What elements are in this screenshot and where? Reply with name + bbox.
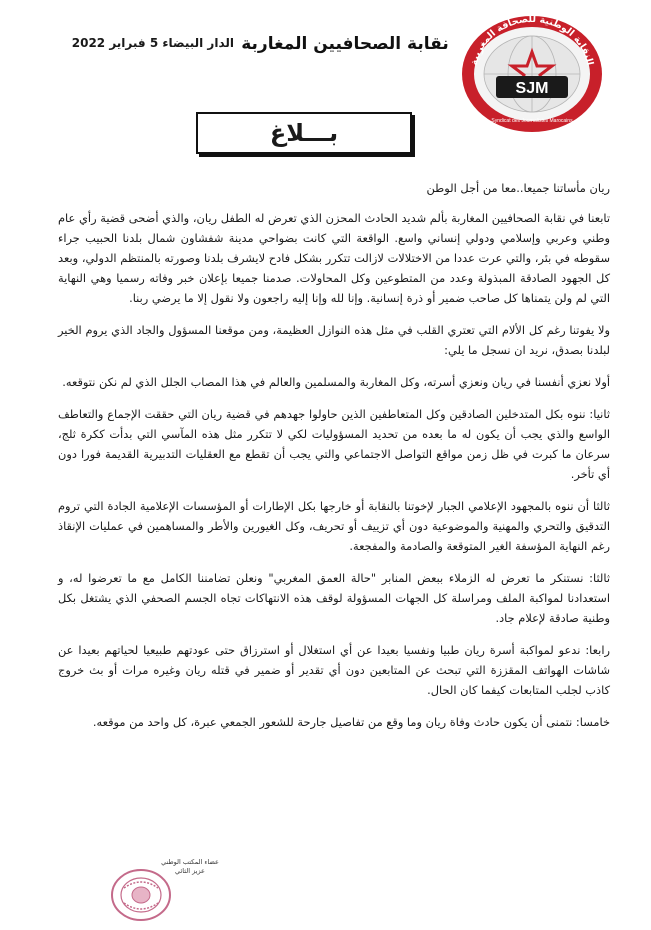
paragraph-fourth: رابعا: ندعو لمواكبة أسرة ريان طبيا ونفسيا بعيدا عن أي استغلال أو استرزاق حتى عودتهم طبيعيا لحياتهم بعيدا عن شاشات الهواتف المقززة التي تبحث عن المتابعين دون أي تقدير أو ضمير في قتله ريان وغيره مرات أو بث خروج كاذب لجلب المتابعات كيفما كان الحال. (58, 643, 610, 697)
paragraph-third-a: ثالثا أن ننوه بالمجهود الإعلامي الجبار لإخوتنا بالنقابة أو خارجها بكل الإطارات أو المؤسسات الإعلامية الجادة التي تروم التدقيق والتحري والمهنية والموضوعية دون أي تزييف أو تحريف، وكل الغيورين والأطر والمساهمين في عمليات الإنقاذ رغم النهاية المؤسفة الغير المتوقعة والصادمة والمفجعة. (58, 499, 610, 553)
sjm-logo-icon (458, 12, 606, 132)
signature-line-2: عزيز الثائي (175, 867, 205, 875)
document-body (58, 178, 610, 744)
org-name: نقابة الصحافيين المغاربة (241, 34, 449, 54)
official-stamp-icon (110, 868, 172, 922)
paragraph-third-b: ثالثا: نستنكر ما تعرض له الزملاء ببعض المنابر "حالة العمق المغربي" ونعلن تضامننا الكامل مع ما تعرضوا له، و استعدادنا لمواكبة الملف ومراسلة كل الجهات المسؤولة لوقف هذه الانتهاكات تجاه الجسم الصحفي الذي يشتغل بكل وطنية صادقة لإعلام جاد. (58, 571, 610, 625)
logo-ring-text-en: Syndicat des Journalistes Marocains (491, 118, 573, 124)
document-title: بـــلاغ (269, 119, 339, 147)
paragraph-preface: ولا يفوتنا رغم كل الألام التي تعتري القلب في مثل هذه النوازل العظيمة، ومن موقعنا المسؤول والجاد الذي يروم الخير لبلدنا بصدق، نريد ان نسجل ما يلي: (58, 323, 610, 357)
paragraph-first: أولا نعزي أنفسنا في ريان ونعزي أسرته، وكل المغاربة والمسلمين والعالم في هذا المصاب الجلل الذي لم نكن نتوقعه. (62, 375, 610, 389)
date-line: الدار البيضاء 5 فبراير 2022 (71, 36, 234, 50)
paragraph-intro: تابعنا في نقابة الصحافيين المغاربة بألم شديد الحادث المحزن الذي تعرض له الطفل ريان، والذي أضحى قضية رأي عام وطني وعربي وإسلامي ودولي إنساني واسع. الواقعة التي كانت بضواحي مدينة شفشاون شمال بلدنا الحبيب جراء سقوطه في بئر، والتي عرت عددا من الاختلالات لازالت تتكرر بشكل فادح لايشرف بلدنا وصورته بالمنتظم الدولي، وبعد كل الجهود الصادقة المبذولة وعدد من المتطوعين وكل المحاولات. صدمنا جميعا بإعلان خبر وفاته رسميا وهي النهاية التي لم ولن يتمناها كل صاحب ضمير أو ذرة إنسانية. وإنا لله وإنا إليه راجعون ولا نقول إلا ما يرضي ربنا. (58, 211, 610, 305)
signature-line-1: عضاء المكتب الوطني (161, 858, 219, 866)
logo-ring-text: النقابة الوطنية للصحافة المغربية (468, 13, 596, 67)
paragraph-fifth: خامسا: نتمنى أن يكون حادث وفاة ريان وما وقع من تفاصيل جارحة للشعور الجمعي عبرة، كل واحد من موقعه. (92, 715, 610, 729)
title-box (196, 112, 412, 154)
logo-text: SJM (515, 80, 549, 97)
greeting: ريان مأساتنا جميعا..معا من أجل الوطن (426, 181, 610, 195)
paragraph-second: ثانيا: ننوه بكل المتدخلين الصادقين وكل المتعاطفين الذين حاولوا جهدهم في قضية ريان التي حققت الإجماع والتعاطف الواسع والذي يجب أن يكون له ما بعده من تحديد المسؤوليات لكي لا تتكرر مثل هذه المآسي التي بدأت ككرة ثلج، سرعان ما كبرت في ظل زمن مواقع التواصل الاجتماعي والتي يجب أن تقطع مع العقليات التدبيرية القديمة فورا دون أي تأخر. (58, 407, 610, 481)
